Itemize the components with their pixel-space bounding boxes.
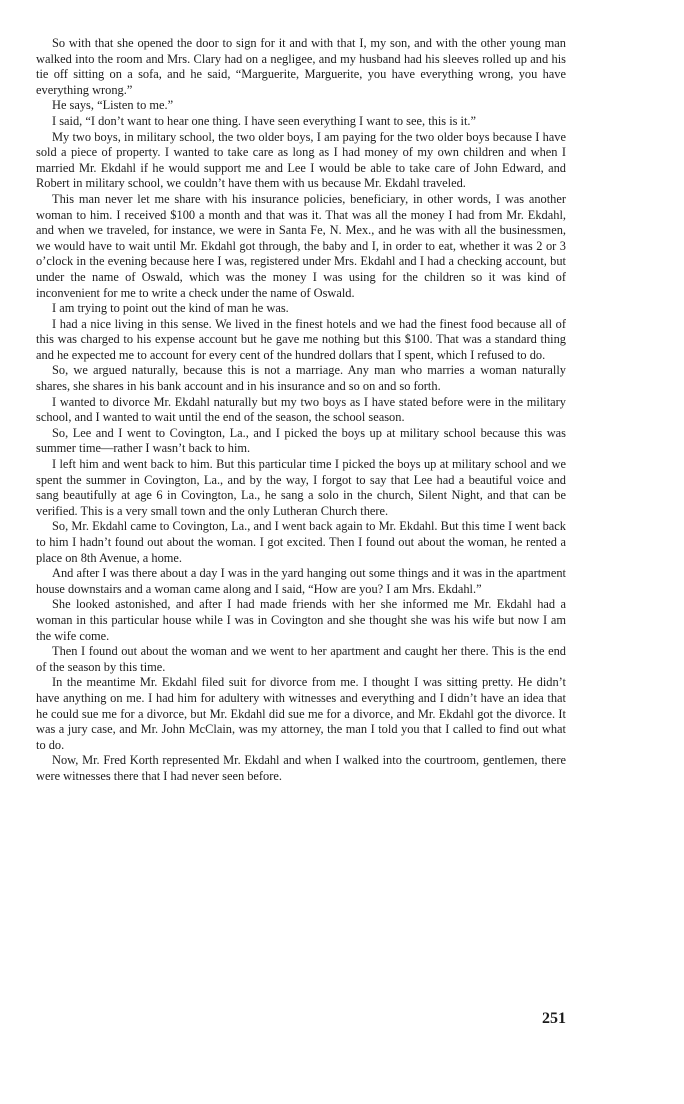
paragraph: I had a nice living in this sense. We lived in the finest hotels and we had the finest food because all of this was charged to his expense account but he gave me nothing but this $100. That was a standard thing and he expected me to account for every cent of the hundred dollars that I spent, which I refused to do. [36,316,566,362]
paragraph: Then I found out about the woman and we went to her apartment and caught her there. This is the end of the season by this time. [36,644,566,674]
paragraph: I wanted to divorce Mr. Ekdahl naturally but my two boys as I have stated before were in the military school, and I wanted to wait until the end of the season, the school season. [36,394,566,425]
page-number: 251 [542,1010,566,1027]
paragraph: So, Lee and I went to Covington, La., and I picked the boys up at military school because this was summer time—rather I wasn’t back to him. [36,425,566,456]
paragraph: I am trying to point out the kind of man he was. [52,301,289,316]
paragraph: So, Mr. Ekdahl came to Covington, La., and I went back again to Mr. Ekdahl. But this time I went back to him I hadn’t found out about the woman. I got excited. Then I found out about the woman, he rented a place on 8th Avenue, a home. [36,519,566,565]
paragraph: This man never let me share with his insurance policies, beneficiary, in other words, I was another woman to him. I received $100 a month and that was it. That was all the money I had from Mr. Ekdahl, and when we traveled, for instance, we were in Santa Fe, N. Mex., and he was with all the businessmen, we would have to wait until Mr. Ekdahl got through, the baby and I, in order to eat, whether it was 2 or 3 o’clock in the evening because here I was, registered under Mrs. Ekdahl and I had a checking account, but under the name of Oswald, which was the money I was using for the children so it was kind of inconvenient for me to write a check under the name of Oswald. [36,191,566,300]
paragraph: I said, “I don’t want to hear one thing. I have seen everything I want to see, this is it.” [52,113,477,128]
paragraph: My two boys, in military school, the two older boys, I am paying for the two older boys because I have sold a piece of property. I wanted to take care as long as I had money of my own children and when I married Mr. Ekdahl if he would support me and Lee I would be able to take care of John Edward, and Robert in military school, we couldn’t have them with us because Mr. Ekdahl traveled. [36,129,566,191]
paragraph: And after I was there about a day I was in the yard hanging out some things and it was in the apartment house downstairs and a woman came along and I said, “How are you? I am Mrs. Ekdahl.” [36,566,566,596]
paragraph: So with that she opened the door to sign for it and with that I, my son, and with the other young man walked into the room and Mrs. Clary had on a negligee, and my husband had his sleeves rolled up and his tie off sitting on a sofa, and he said, “Marguerite, Marguerite, you have everything wrong, you have everything wrong.” [36,36,566,97]
paragraph: She looked astonished, and after I had made friends with her she informed me Mr. Ekdahl had a woman in this particular house while I was in Covington and she thought she was his wife but now I am the wife come. [36,597,566,643]
paragraph: Now, Mr. Fred Korth represented Mr. Ekdahl and when I walked into the courtroom, gentlemen, there were witnesses there that I had never seen before. [36,753,566,783]
paragraph: So, we argued naturally, because this is not a marriage. Any man who marries a woman naturally shares, she shares in his bank account and in his insurance and so on and so forth. [36,363,566,394]
paragraph: I left him and went back to him. But this particular time I picked the boys up at military school and we spent the summer in Covington, La., and by the way, I forgot to say that Lee had a beautiful voice and sang beautifully at age 6 in Covington, La., he sang a solo in the church, Silent Night, and that can be verified. This is a very small town and the only Lutheran Church there. [36,457,566,518]
paragraph: He says, “Listen to me.” [52,98,174,113]
document-body [36,36,566,785]
paragraph: In the meantime Mr. Ekdahl filed suit for divorce from me. I thought I was sitting pretty. He didn’t have anything on me. I had him for adultery with witnesses and everything and I didn’t have an idea that he could sue me for a divorce, but Mr. Ekdahl did sue me for a divorce, and Mr. Ekdahl got the divorce. It was a jury case, and Mr. John McClain, was my attorney, the man I told you that I called to find out what to do. [36,675,566,752]
